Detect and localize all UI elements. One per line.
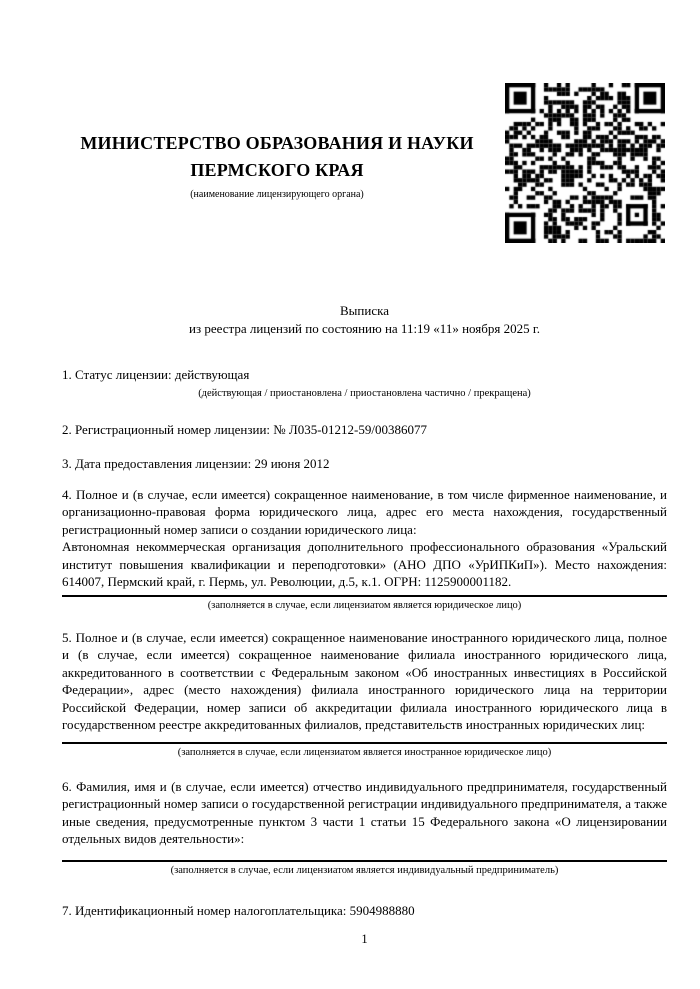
page-number: 1 [361, 932, 368, 946]
document-title [62, 302, 667, 337]
item-2-registration-number: 2. Регистрационный номер лицензии: № Л035-01212-59/00386077 [62, 421, 428, 437]
item-4-legal-entity-value: Автономная некоммерческая организация дополнительного профессионального образования «Уральский институт повышения квалификации и переподготовки» (АНО ДПО «УрИПКиП»). Место нахождения: 614007, Пермский край, г. Пермь, ул. Революции, д.5, к.1. ОГРН: 1125900001182. [62, 539, 667, 589]
item-4-fill-note: (заполняется в случае, если лицензиатом является юридическое лицо) [207, 599, 522, 611]
item-1-status-options-note: (действующая / приостановлена / приостановлена частично / прекращена) [198, 387, 531, 399]
item-4-legal-entity-label: 4. Полное и (в случае, если имеется) сокращенное наименование, в том числе фирменное наименование, и организационно-правовая форма юридического лица, адрес его места нахождения, государственный регистрационный номер записи о создании юридического лица: [62, 486, 667, 537]
issuing-authority-header [62, 130, 492, 201]
item-6-fill-note: (заполняется в случае, если лицензиатом является индивидуальный предприниматель) [170, 864, 559, 876]
fill-in-rule-legal-entity [62, 595, 667, 597]
document-title-line2: из реестра лицензий по состоянию на 11:19 «11» ноября 2025 г. [189, 320, 540, 336]
item-7-taxpayer-number: 7. Идентификационный номер налогоплательщика: 5904988880 [62, 902, 415, 918]
item-3-grant-date: 3. Дата предоставления лицензии: 29 июня 2012 [62, 456, 330, 471]
item-6-entrepreneur-label: 6. Фамилия, имя и (в случае, если имеется) отчество индивидуального предпринимателя, государственный регистрационный номер записи о государственной регистрации индивидуального предпринимателя, а также иные сведения, предусмотренные пунктом 3 части 1 статьи 15 Федерального закона «О лицензировании отдельных видов деятельности»: [62, 778, 667, 846]
ministry-name-line1: МИНИСТЕРСТВО ОБРАЗОВАНИЯ И НАУКИ [80, 133, 474, 153]
ministry-name-line2: ПЕРМСКОГО КРАЯ [190, 160, 364, 180]
item-5-foreign-entity-label: 5. Полное и (в случае, если имеется) сокращенное наименование иностранного юридического лица, полное и (в случае, если имеется) сокращенное наименование филиала иностранного юридического лица, аккредитованного в соответствии с Федеральным законом «Об иностранных инвестициях в Российской Федерации», адрес (место нахождения) филиала иностранного юридического лица на территории Российской Федерации, номер записи об аккредитации филиала иностранного юридического лица в государственном реестре аккредитованных филиалов, представительств иностранных юридических лиц: [62, 629, 667, 732]
licensing-authority-caption: (наименование лицензирующего органа) [190, 189, 364, 200]
document-body [62, 366, 667, 947]
item-5-fill-note: (заполняется в случае, если лицензиатом является иностранное юридическое лицо) [177, 746, 552, 758]
item-1-license-status: 1. Статус лицензии: действующая [62, 367, 250, 382]
qr-code [505, 83, 665, 243]
fill-in-rule-entrepreneur [62, 860, 667, 862]
fill-in-rule-foreign-entity [62, 742, 667, 744]
document-title-line1: Выписка [340, 303, 389, 318]
